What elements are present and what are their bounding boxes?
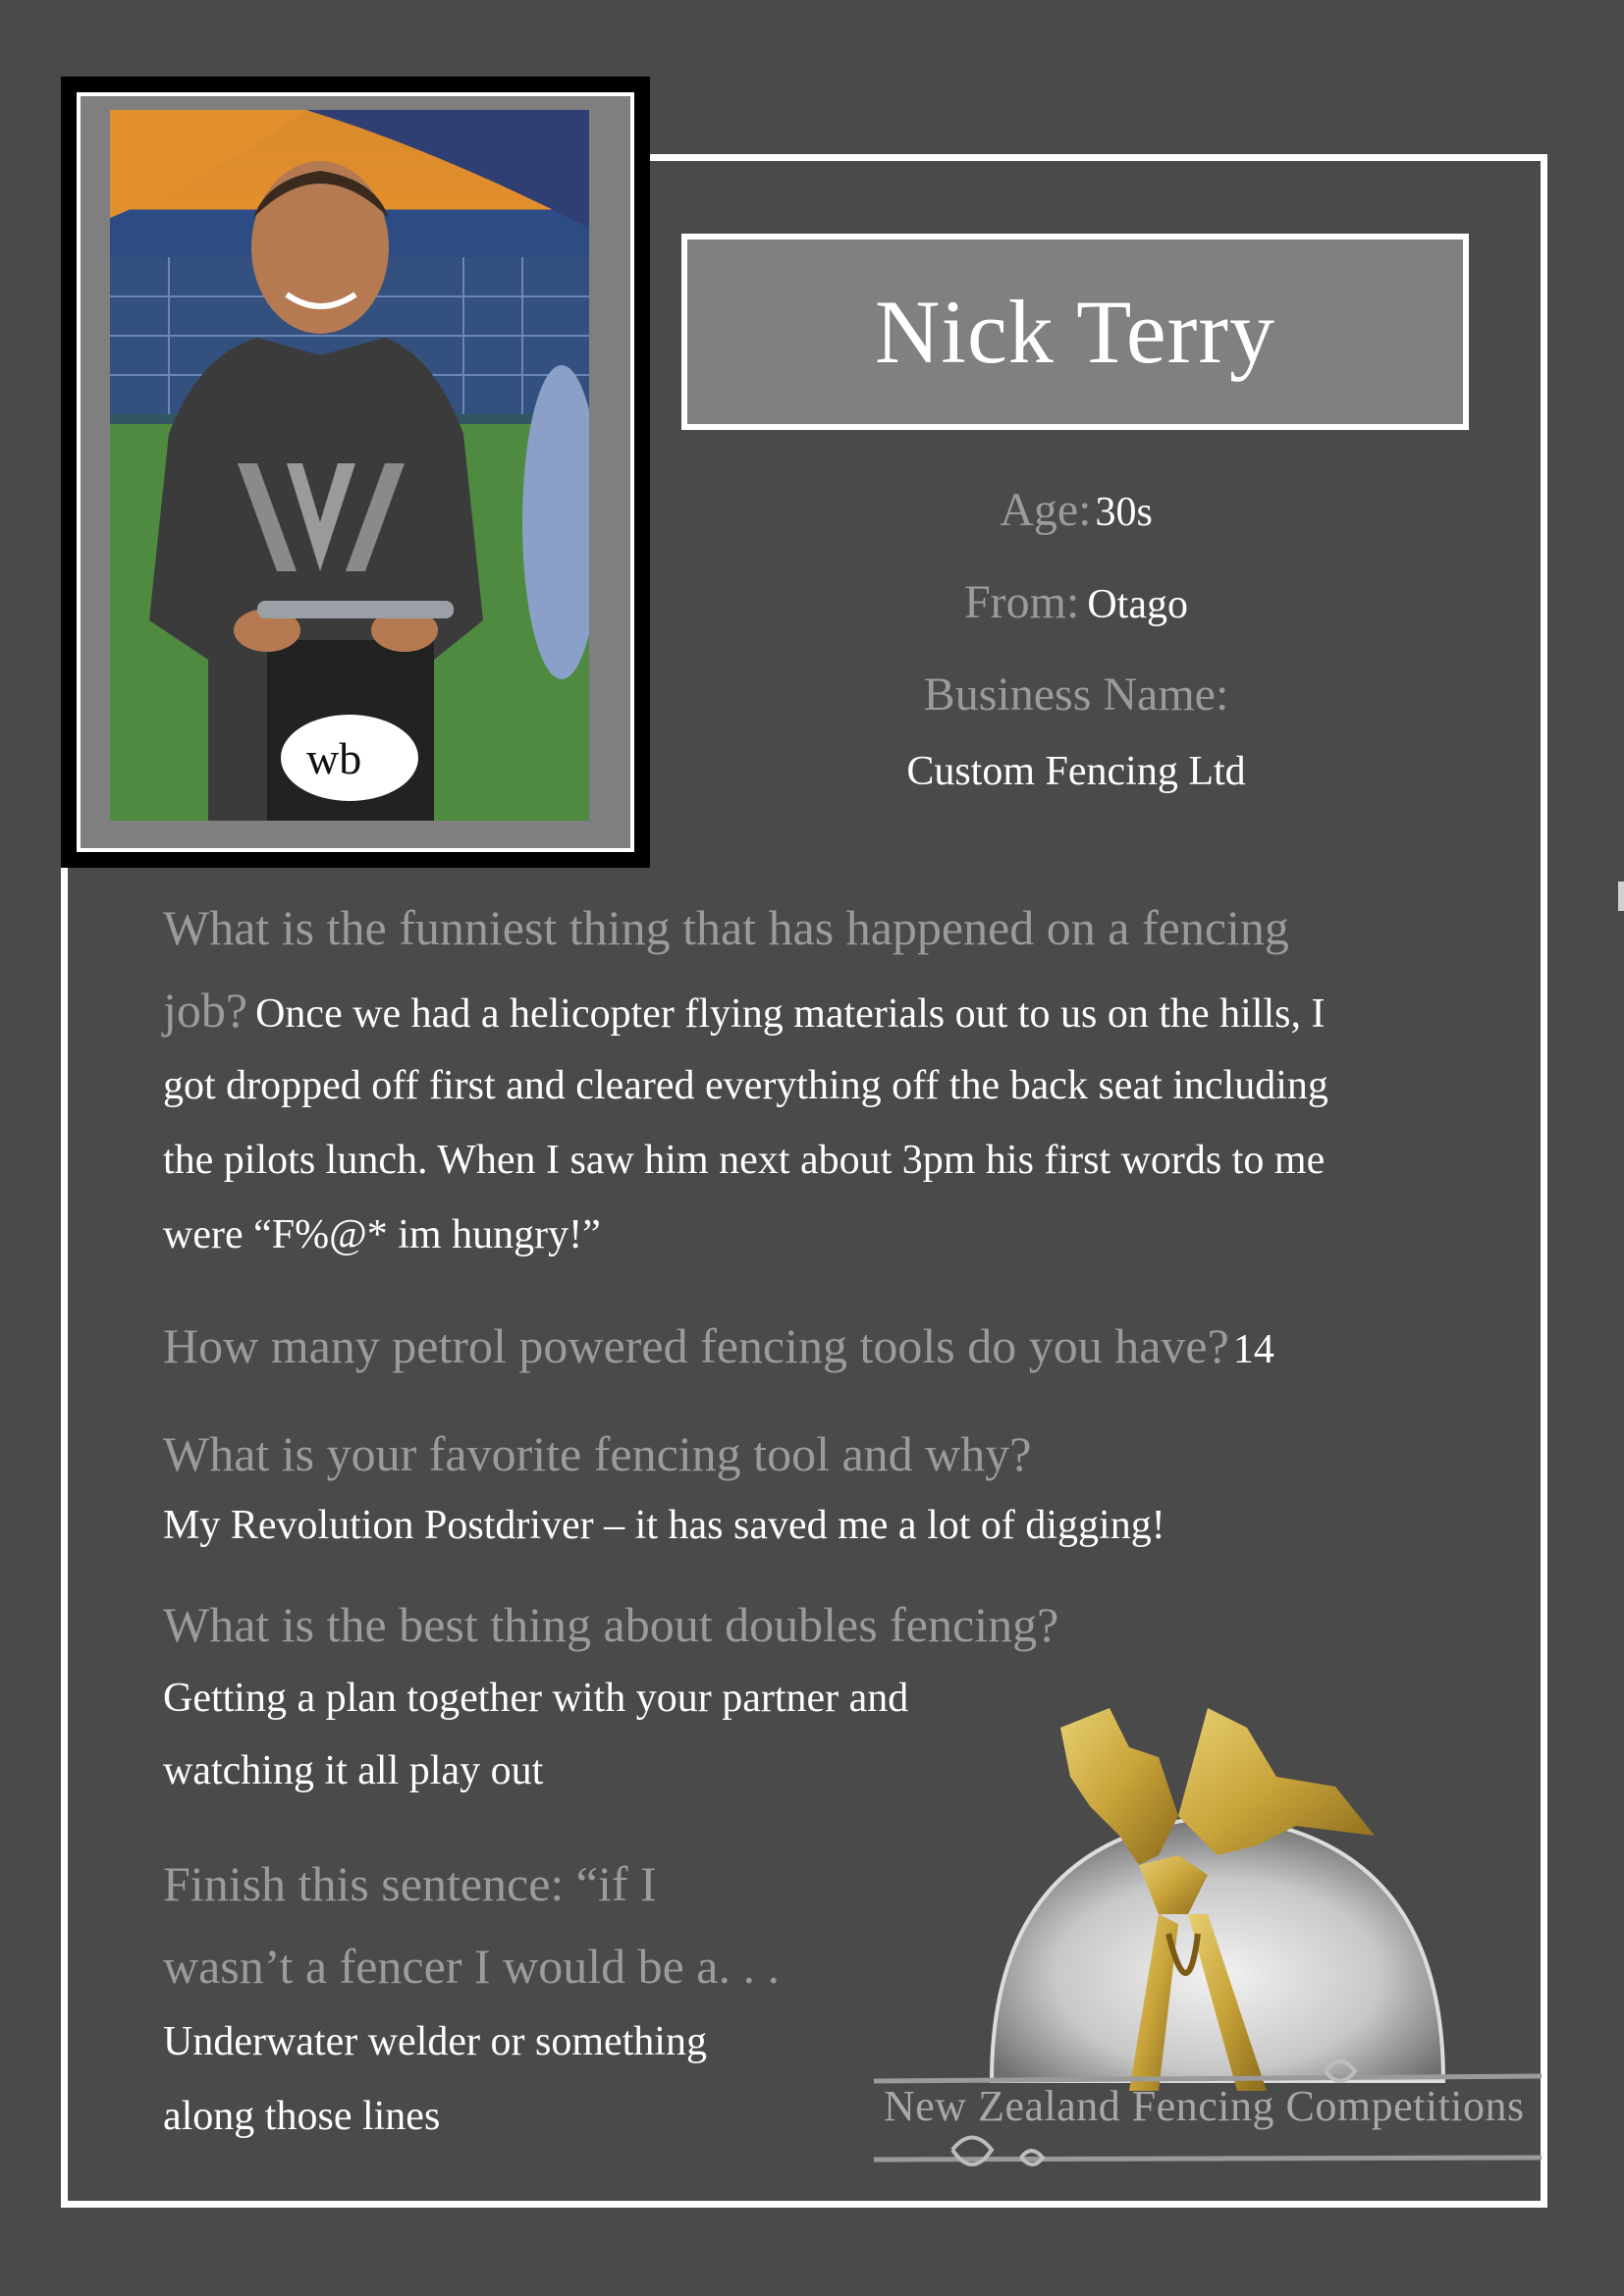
q4-answer-row2	[163, 1747, 543, 1794]
name-box	[681, 234, 1469, 430]
q4-question-row	[163, 1596, 1058, 1653]
svg-text:wb: wb	[306, 733, 362, 783]
q3-answer-row	[163, 1502, 1165, 1549]
q3-answer-text: My Revolution Postdriver – it has saved me a lot of digging!	[163, 1503, 1165, 1548]
age-value: 30s	[1095, 490, 1153, 535]
from-label: From:	[963, 576, 1080, 628]
q1-answer-line2	[163, 1062, 1328, 1109]
photo-mat	[77, 92, 634, 852]
business-value-row	[687, 748, 1465, 795]
page-edge-mark	[1618, 881, 1624, 911]
from-value: Otago	[1087, 582, 1188, 627]
q2-question-text: How many petrol powered fencing tools do you have?	[163, 1318, 1229, 1373]
q5-answer-row2	[163, 2093, 440, 2140]
business-label-row	[687, 667, 1465, 721]
q1-answer-text-1: Once we had a helicopter flying materials out to us on the hills, I	[255, 991, 1326, 1037]
q5-answer-text-2: along those lines	[163, 2094, 441, 2139]
q5-question-row2	[163, 1938, 780, 1995]
q5-answer-text-1: Underwater welder or something	[163, 2019, 707, 2064]
q4-answer-row1	[163, 1675, 908, 1722]
q1-answer-text-3: the pilots lunch. When I saw him next about 3pm his first words to me	[163, 1138, 1326, 1183]
age-row	[687, 483, 1465, 537]
q5-question-text-2: wasn’t a fencer I would be a. . .	[163, 1939, 781, 1994]
q5-question-text-1: Finish this sentence: “if I	[163, 1856, 657, 1911]
from-row	[687, 575, 1465, 629]
q1-question-line1	[163, 899, 1289, 956]
photo-frame	[61, 77, 650, 868]
business-label: Business Name:	[923, 668, 1229, 721]
portrait-photo	[110, 110, 589, 821]
portrait-illustration	[110, 110, 589, 821]
q3-question-row	[163, 1425, 1031, 1482]
age-label: Age:	[1000, 484, 1092, 536]
q4-question-text: What is the best thing about doubles fencing?	[163, 1597, 1059, 1652]
q5-question-row1	[163, 1855, 657, 1912]
business-value: Custom Fencing Ltd	[906, 749, 1246, 794]
q4-answer-text-2: watching it all play out	[163, 1748, 544, 1793]
q1-line2	[163, 982, 1325, 1039]
competitor-name: Nick Terry	[874, 282, 1276, 382]
q4-answer-text-1: Getting a plan together with your partner and	[163, 1676, 909, 1721]
q1-answer-text-2: got dropped off first and cleared everything off the back seat including	[163, 1063, 1328, 1108]
q1-answer-line3	[163, 1137, 1325, 1184]
logo-text: New Zealand Fencing Competitions	[884, 2082, 1525, 2130]
q2-answer-text: 14	[1232, 1327, 1274, 1372]
q5-answer-row1	[163, 2018, 707, 2065]
q2-row	[163, 1317, 1274, 1374]
q1-question-text-2: job?	[163, 983, 248, 1038]
q3-question-text: What is your favorite fencing tool and why?	[163, 1426, 1032, 1481]
q1-question-text: What is the funniest thing that has happened on a fencing	[163, 900, 1289, 955]
q1-answer-text-4: were “F%@* im hungry!”	[163, 1212, 601, 1257]
q1-answer-line4	[163, 1211, 601, 1258]
